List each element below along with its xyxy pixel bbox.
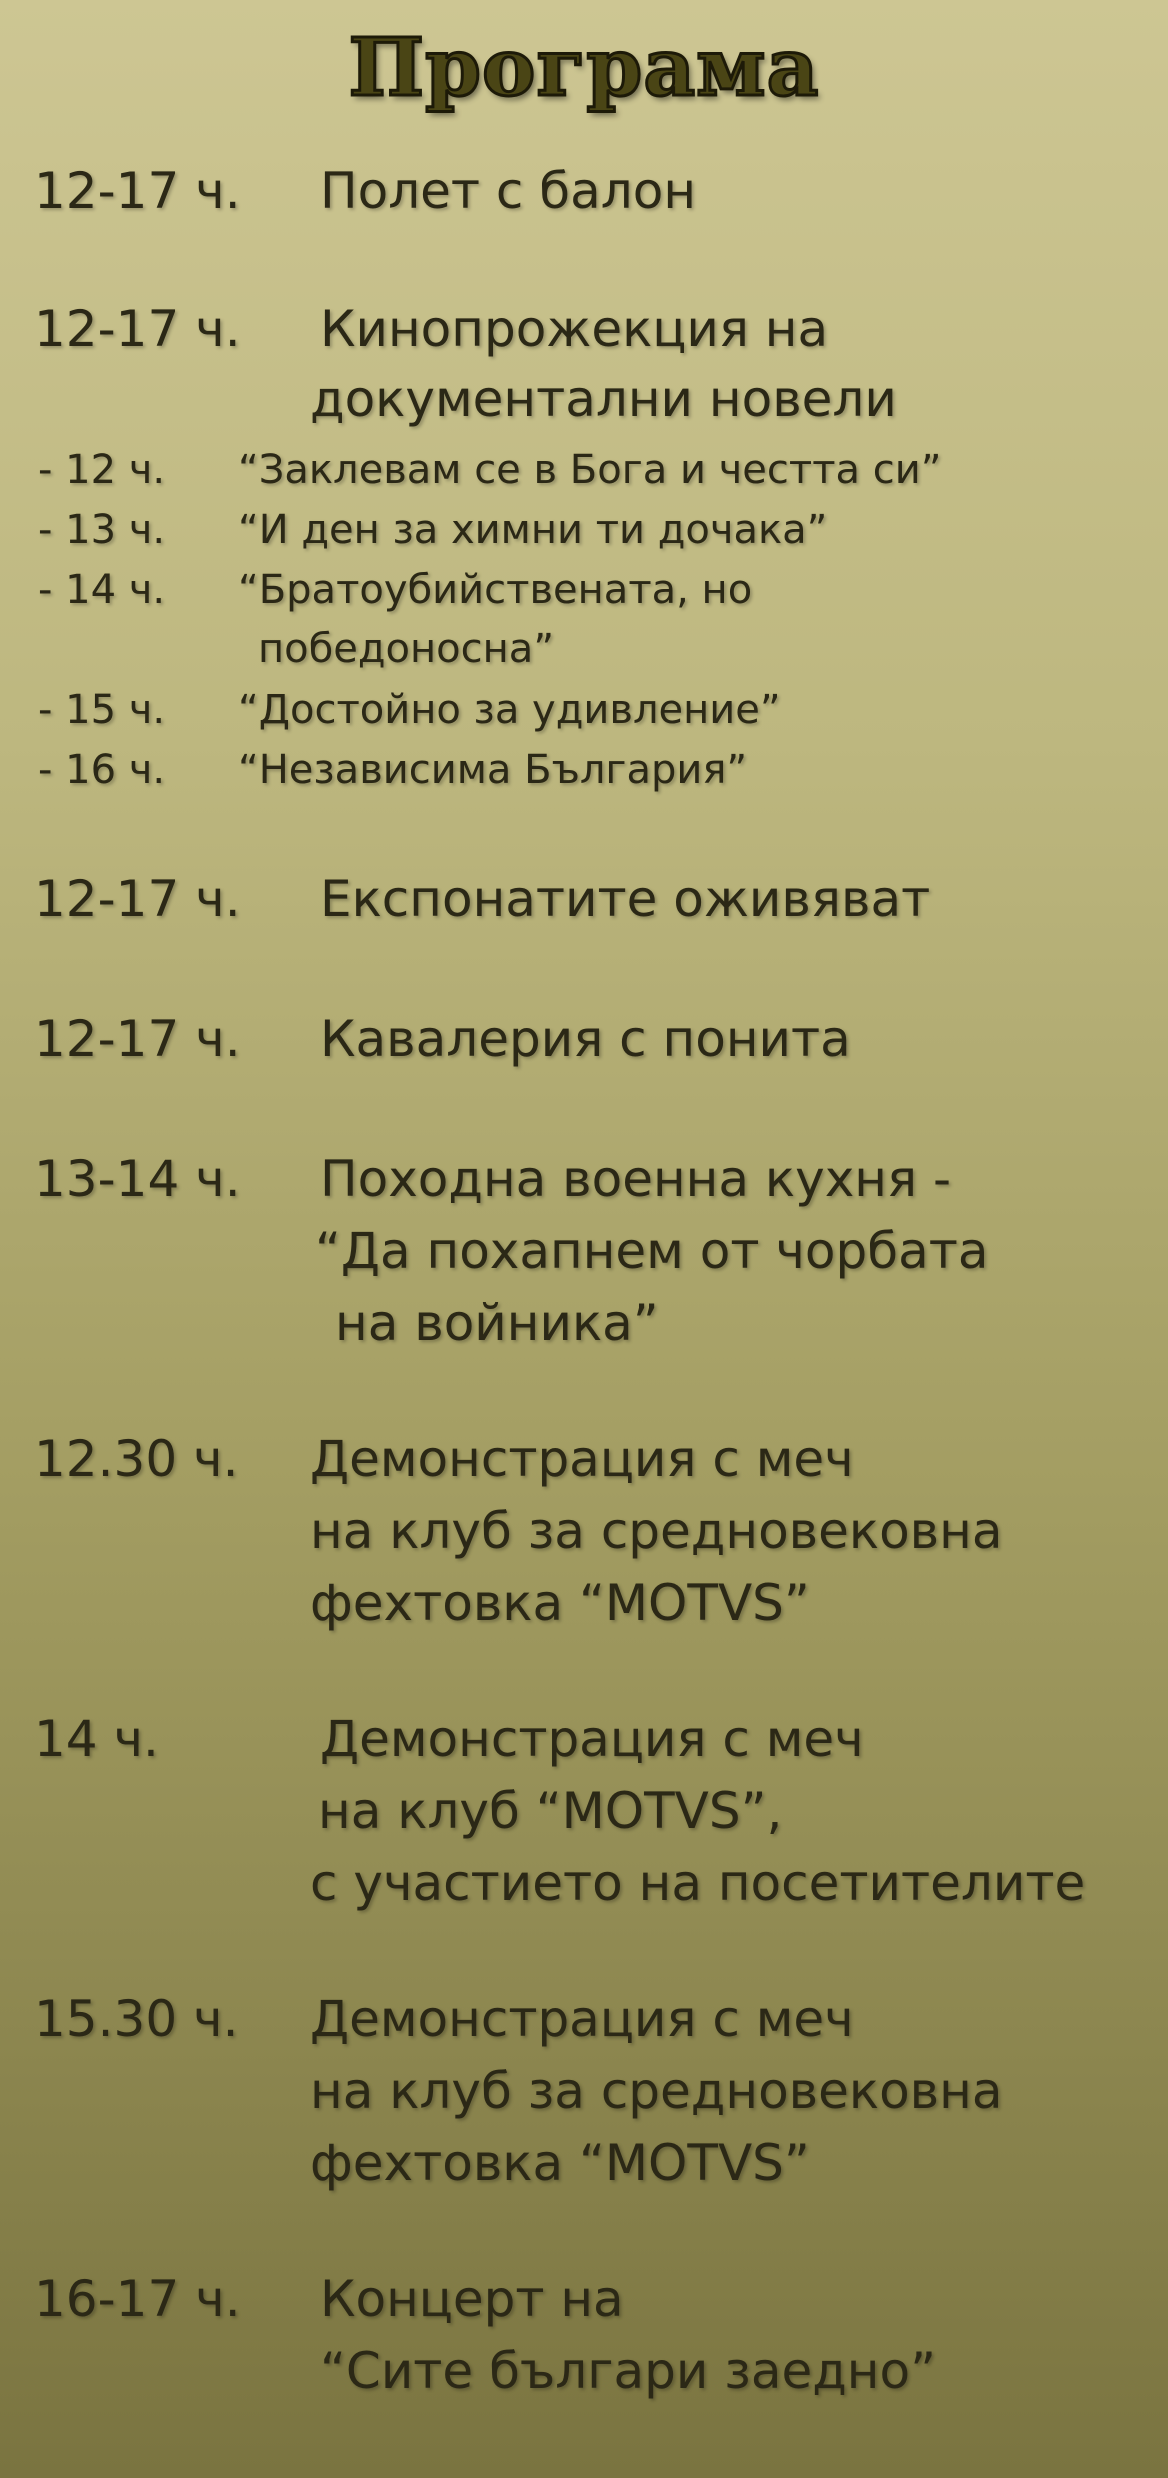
event-text: на клуб за средновековна	[310, 2062, 1003, 2120]
event-time: 13-14 ч.	[34, 1150, 241, 1208]
screening-title: “И ден за химни ти дочака”	[238, 507, 828, 553]
event-text: документални новели	[310, 370, 897, 428]
screening-time: - 16 ч.	[38, 747, 166, 793]
screening-time: - 12 ч.	[38, 447, 166, 493]
event-text: “Да похапнем от чорбата	[315, 1222, 989, 1280]
event-time: 12.30 ч.	[34, 1430, 239, 1488]
event-text: Походна военна кухня -	[320, 1150, 951, 1208]
page-title: Програма	[348, 20, 820, 114]
event-time: 12-17 ч.	[34, 162, 241, 220]
event-text: “Сите българи заедно”	[320, 2342, 936, 2400]
screening-title: “Заклевам се в Бога и честта си”	[238, 447, 942, 493]
screening-title: победоносна”	[258, 626, 555, 672]
event-text: Демонстрация с меч	[310, 1430, 854, 1488]
screening-time: - 13 ч.	[38, 507, 166, 553]
event-text: на клуб за средновековна	[310, 1502, 1003, 1560]
event-text: Демонстрация с меч	[320, 1710, 864, 1768]
screening-time: - 15 ч.	[38, 687, 166, 733]
event-text: фехтовка “MOTVS”	[310, 2134, 810, 2192]
event-text: Полет с балон	[320, 162, 697, 220]
screening-title: “Братоубийствената, но	[238, 567, 753, 613]
event-text: на войника”	[335, 1294, 659, 1352]
event-text: Кинопрожекция на	[320, 300, 829, 358]
screening-title: “Достойно за удивление”	[238, 687, 781, 733]
event-text: Експонатите оживяват	[320, 870, 931, 928]
event-text: Кавалерия с понита	[320, 1010, 851, 1068]
event-time: 14 ч.	[34, 1710, 159, 1768]
screening-title: “Независима България”	[238, 747, 748, 793]
screening-time: - 14 ч.	[38, 567, 166, 613]
event-text: на клуб “MOTVS”,	[318, 1782, 783, 1840]
event-text: с участието на посетителите	[310, 1854, 1086, 1912]
event-time: 12-17 ч.	[34, 300, 241, 358]
event-text: Концерт на	[320, 2270, 624, 2328]
event-time: 15.30 ч.	[34, 1990, 239, 2048]
event-time: 16-17 ч.	[34, 2270, 241, 2328]
event-time: 12-17 ч.	[34, 870, 241, 928]
event-time: 12-17 ч.	[34, 1010, 241, 1068]
event-text: фехтовка “MOTVS”	[310, 1574, 810, 1632]
event-text: Демонстрация с меч	[310, 1990, 854, 2048]
